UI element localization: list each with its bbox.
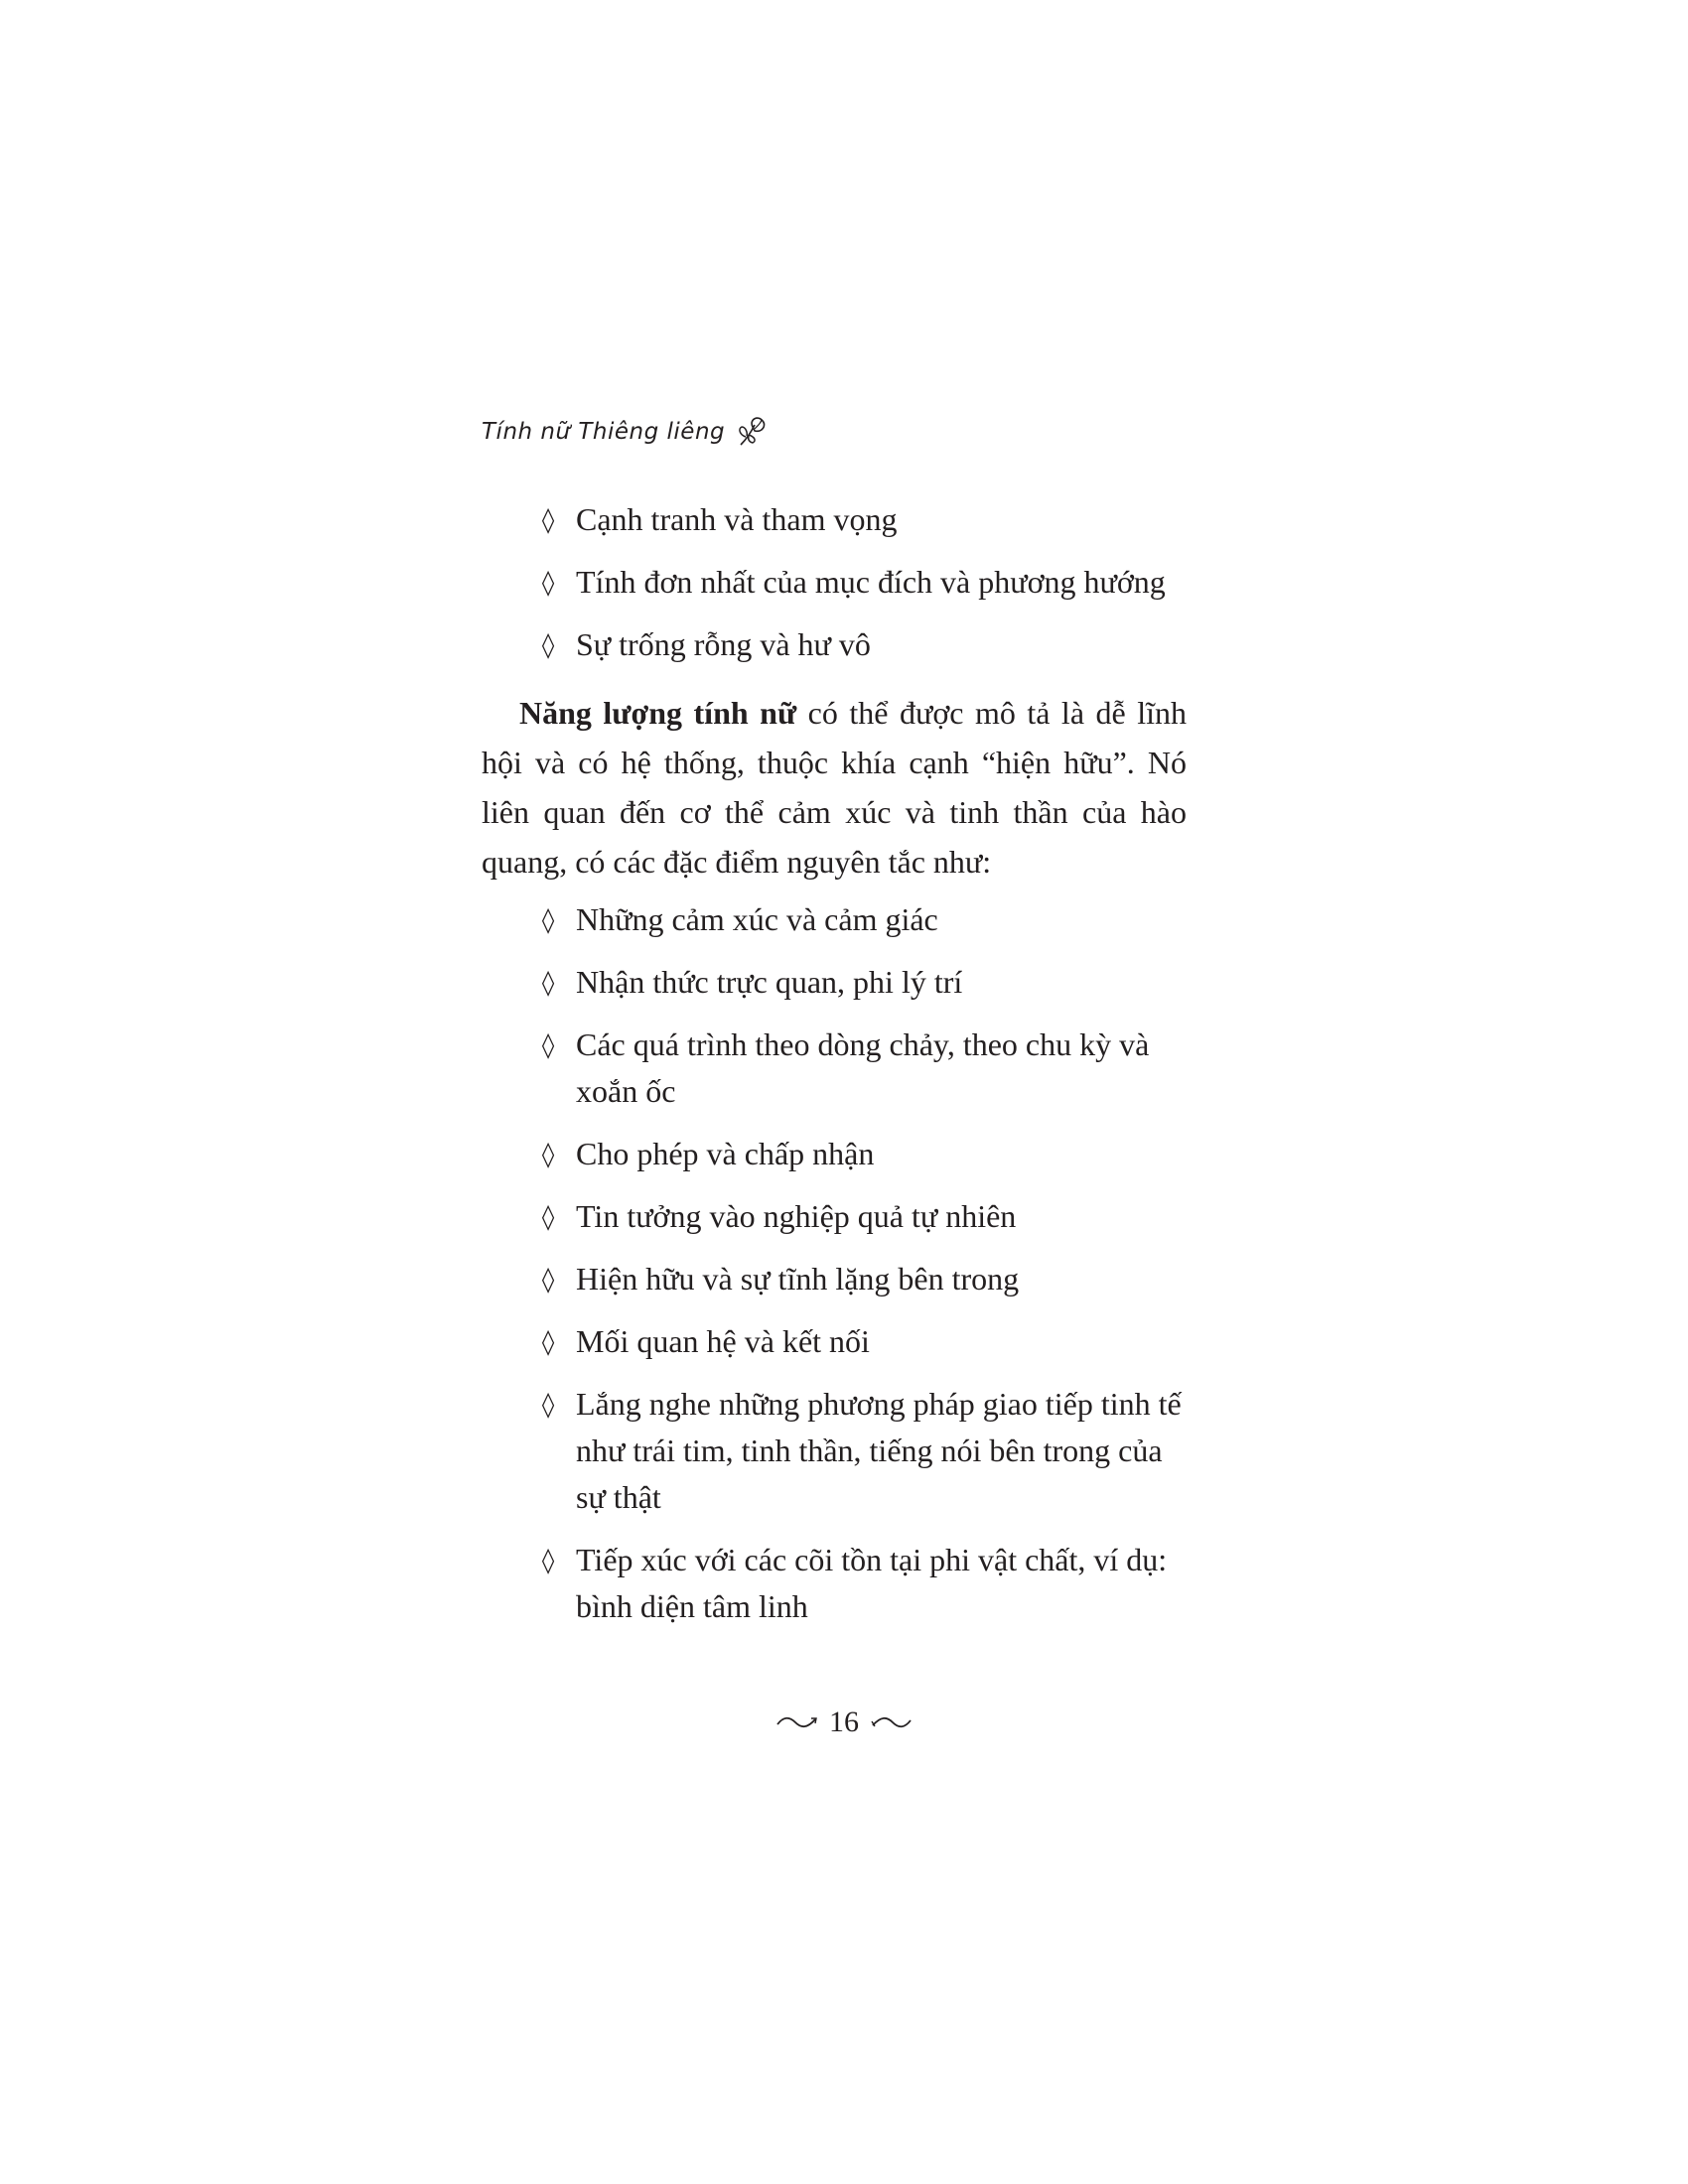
running-header-title: Tính nữ Thiêng liêng: [482, 419, 726, 445]
diamond-bullet-icon: ◊: [541, 905, 555, 934]
bullet-list-two: [536, 896, 1192, 1646]
list-item: [536, 1256, 1192, 1302]
bullet-list-one: [536, 496, 1192, 684]
flower-ornament-icon: [735, 415, 771, 449]
list-item: [536, 496, 1192, 543]
diamond-bullet-icon: ◊: [541, 968, 555, 997]
paragraph-text: có thể được mô tả là dễ lĩnh hội và có hệ thống, thuộc khía cạnh “hiện hữu”. Nó liên quan đến cơ thể cảm xúc và tinh thần của hào quang, có các đặc điểm nguyên tắc như:: [482, 695, 1188, 880]
list-item: [536, 1022, 1192, 1115]
list-item-text: Tiếp xúc với các cõi tồn tại phi vật chất, ví dụ: bình diện tâm linh: [576, 1542, 1168, 1624]
list-item-text: Mối quan hệ và kết nối: [576, 1323, 870, 1359]
diamond-bullet-icon: ◊: [541, 1327, 555, 1356]
running-header: [482, 415, 771, 449]
list-item-text: Những cảm xúc và cảm giác: [576, 901, 938, 937]
paragraph-bold-lead: Năng lượng tính nữ: [519, 695, 797, 731]
diamond-bullet-icon: ◊: [541, 1265, 555, 1294]
list-item-text: Các quá trình theo dòng chảy, theo chu kỳ và xoắn ốc: [576, 1026, 1150, 1109]
list-item-text: Hiện hữu và sự tĩnh lặng bên trong: [576, 1261, 1020, 1297]
list-item-text: Tin tưởng vào nghiệp quả tự nhiên: [576, 1198, 1017, 1234]
diamond-bullet-icon: ◊: [541, 1030, 555, 1059]
list-item-text: Sự trống rỗng và hư vô: [576, 626, 871, 662]
swash-ornament-icon: [869, 1714, 913, 1730]
list-item-text: Nhận thức trực quan, phi lý trí: [576, 964, 963, 1000]
list-item: [536, 1537, 1192, 1630]
diamond-bullet-icon: ◊: [541, 1390, 555, 1419]
list-item-text: Cạnh tranh và tham vọng: [576, 501, 898, 537]
list-item: [536, 1318, 1192, 1365]
list-item-text: Cho phép và chấp nhận: [576, 1136, 875, 1171]
swash-ornament-icon: [775, 1714, 819, 1730]
list-item: [536, 1193, 1192, 1240]
diamond-bullet-icon: ◊: [541, 568, 555, 597]
diamond-bullet-icon: ◊: [541, 1546, 555, 1574]
diamond-bullet-icon: ◊: [541, 505, 555, 534]
diamond-bullet-icon: ◊: [541, 1140, 555, 1168]
list-item: [536, 1131, 1192, 1177]
list-item-text: Tính đơn nhất của mục đích và phương hướng: [576, 564, 1166, 600]
list-item: [536, 621, 1192, 668]
list-item: [536, 559, 1192, 606]
page-footer: [0, 1706, 1688, 1739]
list-item-text: Lắng nghe những phương pháp giao tiếp tinh tế như trái tim, tinh thần, tiếng nói bên trong của sự thật: [576, 1386, 1182, 1515]
list-item: [536, 959, 1192, 1006]
list-item: [536, 1381, 1192, 1521]
body-paragraph: [482, 688, 1187, 887]
page-number: 16: [829, 1706, 859, 1738]
diamond-bullet-icon: ◊: [541, 1202, 555, 1231]
diamond-bullet-icon: ◊: [541, 630, 555, 659]
list-item: [536, 896, 1192, 943]
